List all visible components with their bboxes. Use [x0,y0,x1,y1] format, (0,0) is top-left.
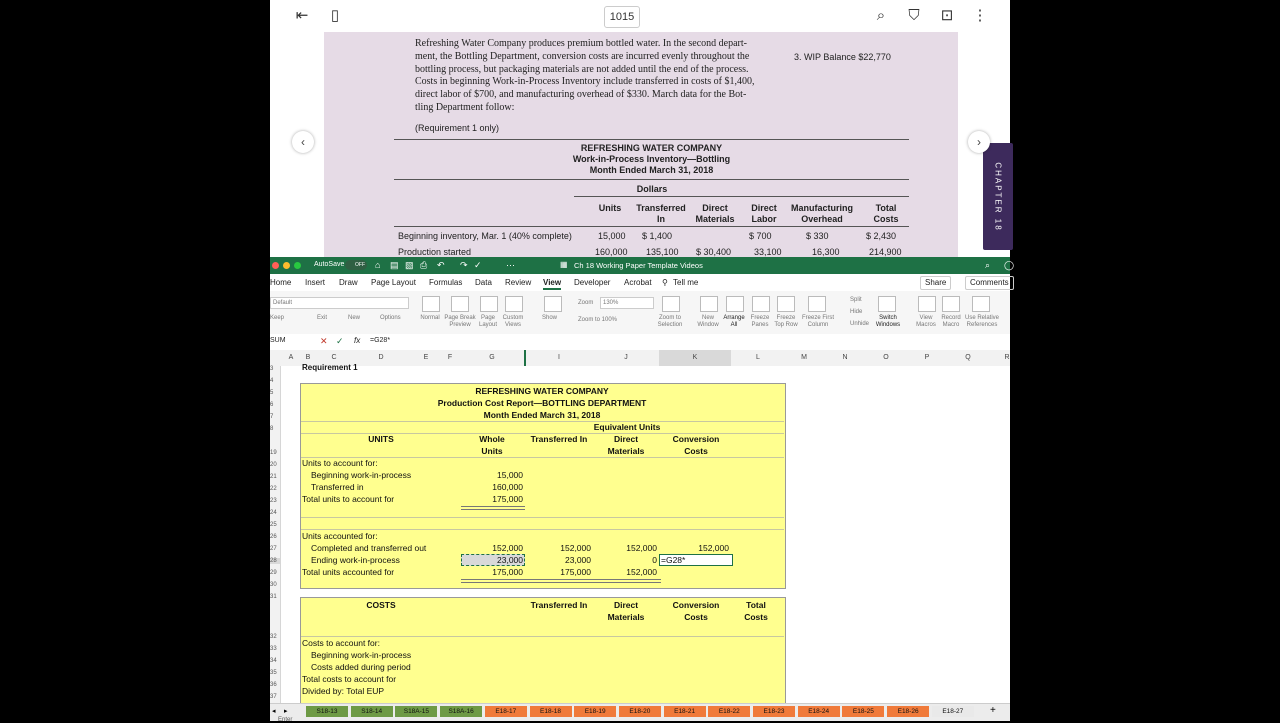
total-units-accounted-whole[interactable]: 175,000 [492,567,523,577]
pdf-cell: $ 330 [806,231,829,241]
row-header[interactable]: 3 [270,366,274,372]
more-icon[interactable]: ⋮ [972,7,988,24]
tab-acrobat[interactable]: Acrobat [624,278,652,287]
row-header[interactable]: 8 [270,426,274,432]
pdf-cell: 15,000 [598,231,626,241]
normal-view-icon[interactable] [422,296,440,312]
transferred-in-whole[interactable]: 160,000 [492,482,523,492]
completed-label: Completed and transferred out [311,543,427,553]
status-mode: Enter [278,717,293,723]
sheet-tab[interactable]: E18-23 [753,706,795,717]
undo-icon[interactable]: ↶ [437,260,445,270]
cancel-icon[interactable]: ✕ [320,336,328,346]
requirement-note: (Requirement 1 only) [415,123,500,133]
row-header-selected[interactable]: 28 [270,558,280,564]
pdf-row-label: Production started [398,247,472,257]
keep-button[interactable]: Keep [270,315,285,321]
share-label: Share [925,278,947,287]
report-period: Month Ended March 31, 2018 [483,410,601,420]
home-icon[interactable]: ⌂ [375,260,381,270]
pdf-cell: $ 2,430 [866,231,897,241]
exit-icon[interactable]: ⇤ [295,7,309,24]
cost-conversion-header: Costs [684,612,708,622]
viewer-toolbar [270,0,1010,33]
double-underline [461,579,661,583]
ending-wip-whole[interactable]: 23,000 [497,555,523,565]
tell-me-lightbulb-icon: ⚲ [662,278,668,287]
sheet-view-value: Default [273,300,293,306]
whole-units-header: Whole [479,434,505,444]
tab-data[interactable]: Data [475,278,492,287]
units-to-account-label: Units to account for: [302,458,378,468]
direct-materials-header: Materials [607,446,645,456]
column-header[interactable]: B [305,354,311,361]
options-button[interactable]: Options [380,315,401,321]
autosave-label: AutoSave [314,261,345,268]
report-title: Production Cost Report—BOTTLING DEPARTMENT [437,398,647,408]
column-header[interactable]: A [288,354,294,361]
ending-wip-transferred-in[interactable]: 23,000 [565,555,591,565]
row-header[interactable]: 7 [270,414,274,420]
ribbon [270,291,1010,335]
pdf-cell: $ 30,400 [696,247,732,257]
freeze-first-column-icon[interactable] [808,296,826,312]
problem-text [415,38,770,115]
divided-by-eup-label: Divided by: Total EUP [302,686,385,696]
column-header[interactable]: J [624,354,628,361]
problem-line: direct labor of $700, and manufacturing overhead of $330. March data for the Bot- [415,89,747,101]
ribbon-tabs [270,274,1010,291]
save-as-icon[interactable]: ▧ [405,260,414,270]
record-macro-label: Record Macro [941,315,961,328]
total-units-accounted-label: Total units accounted for [302,567,395,577]
sheet-tab[interactable]: S18A-15 [395,706,437,717]
direct-materials-header: Direct [613,434,639,444]
view-macros-icon[interactable] [918,296,936,312]
new-window-icon[interactable] [700,296,718,312]
pdf-cell: 33,100 [754,247,782,257]
column-header[interactable]: O [883,354,889,361]
divider [394,179,909,180]
print-icon[interactable]: ⎙ [420,260,428,270]
row-header[interactable]: 5 [270,390,274,396]
cost-direct-materials-header: Materials [607,612,645,622]
enter-icon[interactable]: ✓ [336,336,344,346]
row-header[interactable]: 25 [270,522,277,528]
sheet-tab-bar [270,703,1010,721]
view-macros-label: View Macros [916,315,936,328]
column-header[interactable]: E [423,354,429,361]
row-header[interactable]: 36 [270,682,277,688]
row-header[interactable]: 19 [270,450,277,456]
transferred-in-header: Transferred In [530,434,588,444]
problem-line: ment, the Bottling Department, conversion costs are incurred evenly throughout the [415,50,750,62]
sheet-tab[interactable]: E18-26 [887,706,929,717]
equivalent-units-label: Equivalent Units [593,422,661,432]
next-page-button[interactable]: › [968,131,990,153]
sheet-view-dropdown[interactable] [270,297,409,309]
document-icon: ▦ [560,260,568,269]
app-window [270,0,1015,723]
freeze-top-row-icon[interactable] [777,296,795,312]
zoom-label: Zoom [578,300,594,306]
formula-input[interactable]: =G28* [370,337,391,344]
function-icon[interactable]: fx [354,336,361,345]
completed-direct-materials[interactable]: 152,000 [626,543,657,553]
pdf-cell: 160,000 [595,247,628,257]
pdf-cell: 135,100 [646,247,679,257]
row-header[interactable]: 27 [270,546,277,552]
column-header[interactable]: D [378,354,384,361]
tab-developer[interactable]: Developer [574,278,611,287]
column-header[interactable]: R [1004,354,1010,361]
relative-references-label: Use Relative References [964,315,999,328]
total-costs-header: Costs [744,612,768,622]
row-header[interactable]: 22 [270,486,277,492]
sheet-tab[interactable]: E18-27 [932,706,974,717]
search-icon[interactable]: ⌕ [985,260,991,270]
add-sheet-icon[interactable]: + [990,705,996,716]
row-header[interactable]: 23 [270,498,277,504]
sheet-tab[interactable]: S18-13 [306,706,348,717]
row-header[interactable]: 30 [270,582,277,588]
problem-line: Costs in beginning Work-in-Process Inventory include transferred in costs of $1,400, [415,76,755,88]
col-transferred-in: Transferred In [636,203,686,224]
save-icon[interactable]: ▤ [390,260,399,270]
beginning-wip-costs-label: Beginning work-in-process [311,650,412,660]
zoom-dropdown[interactable] [600,297,654,309]
custom-views-icon[interactable] [505,296,523,312]
grid-line [301,517,784,518]
minimize-window-button[interactable] [283,262,290,269]
divider [394,226,909,227]
freeze-top-row-label: Freeze Top Row [774,315,798,328]
units-accounted-label: Units accounted for: [302,531,378,541]
row-headers [270,366,281,703]
problem-line: bottling process, but packaging materials are not added until the end of the process. [415,63,749,75]
row-header[interactable]: 35 [270,670,277,676]
tab-formulas[interactable]: Formulas [429,278,463,287]
pdf-cell: 16,300 [812,247,840,257]
maximize-window-button[interactable] [294,262,301,269]
autosave-toggle[interactable] [345,260,367,270]
column-header[interactable]: M [801,354,807,361]
row-header[interactable]: 4 [270,378,274,384]
ending-wip-label: Ending work-in-process [311,555,400,565]
pdf-cell: $ 1,400 [642,231,673,241]
sheet-tab[interactable]: S18-14 [351,706,393,717]
scroll-tabs-right-icon[interactable]: ▸ [284,708,288,715]
row-header[interactable]: 6 [270,402,274,408]
cost-conversion-header: Conversion [672,600,720,610]
total-costs-header: Total [746,600,766,610]
cost-direct-materials-header: Direct [613,600,639,610]
chapter-tab[interactable] [983,143,1013,250]
column-headers [270,350,1010,367]
page-layout-label: Page Layout [478,315,497,328]
comments-button[interactable] [965,276,1014,290]
column-header[interactable]: G [489,354,495,361]
beginning-wip-whole[interactable]: 15,000 [497,470,523,480]
pdf-cell: 214,900 [869,247,902,257]
zoom-selection-icon[interactable] [662,296,680,312]
row-header[interactable]: 21 [270,474,277,480]
total-units-to-account-label: Total units to account for [302,494,395,504]
conversion-costs-header: Conversion [672,434,720,444]
row-header[interactable]: 20 [270,462,277,468]
excel-title-bar [270,257,1015,274]
sheet-tab[interactable]: E18-22 [708,706,750,717]
normal-view-label: Normal [420,315,440,321]
pdf-page [324,32,1003,257]
sheet-tab[interactable]: E18-25 [842,706,884,717]
tab-draw[interactable]: Draw [339,278,358,287]
sheet-tab[interactable]: E18-18 [530,706,572,717]
freeze-panes-label: Freeze Panes [750,315,770,328]
find-icon[interactable]: ⊡ [940,7,954,24]
worksheet-grid[interactable] [281,363,1010,703]
scroll-tabs-left-icon[interactable]: ◂ [272,708,276,715]
total-costs-to-account-label: Total costs to account for [302,674,397,684]
tell-me-field[interactable]: Tell me [673,278,699,287]
column-header[interactable]: L [756,354,760,361]
row-header[interactable]: 29 [270,570,277,576]
search-icon[interactable]: ⌕ [876,7,886,24]
whole-units-header: Units [481,446,503,456]
unhide-button[interactable]: Unhide [850,321,870,327]
column-header[interactable]: I [558,354,560,361]
sheet-tab[interactable]: E18-21 [664,706,706,717]
ending-wip-conversion[interactable]: =G28* [661,555,686,565]
autosave-state: OFF [355,262,365,268]
sheet-tab[interactable]: E18-20 [619,706,661,717]
column-header[interactable]: F [447,354,453,361]
report-company: REFRESHING WATER COMPANY [475,386,609,396]
ending-wip-direct-materials[interactable]: 0 [652,555,657,565]
switch-windows-label: Switch Windows [875,315,901,328]
relative-references-icon[interactable] [972,296,990,312]
sheet-tab[interactable]: E18-24 [798,706,840,717]
bookmark-icon[interactable]: ⛉ [908,7,920,24]
column-header[interactable]: P [924,354,930,361]
arrange-all-icon[interactable] [726,296,744,312]
wip-note: 3. WIP Balance $22,770 [794,52,891,62]
row-header[interactable]: 33 [270,646,277,652]
requirement-label: Requirement 1 [302,363,358,372]
page-layout-icon[interactable] [480,296,498,312]
column-header[interactable]: Q [965,354,971,361]
freeze-first-column-label: Freeze First Column [801,315,834,328]
problem-line: Refreshing Water Company produces premium bottled water. In the second depart- [415,38,747,49]
tab-home[interactable]: Home [270,278,292,287]
row-header[interactable]: 34 [270,658,277,664]
beginning-wip-label: Beginning work-in-process [311,470,412,480]
new-window-label: New Window [697,315,719,328]
col-direct-labor: Direct Labor [751,203,777,224]
tab-review[interactable]: Review [505,278,532,287]
row-header[interactable]: 31 [270,594,277,600]
transferred-in-label: Transferred in [311,482,364,492]
row-header[interactable]: 24 [270,510,277,516]
close-window-button[interactable] [272,262,279,269]
exit-button[interactable]: Exit [317,315,328,321]
split-button[interactable]: Split [850,297,862,303]
col-manufacturing-overhead: Manufacturing Overhead [791,203,853,224]
name-box[interactable]: SUM [270,337,286,344]
row-header[interactable]: 26 [270,534,277,540]
col-units: Units [598,203,622,213]
sheet-tab[interactable]: E18-17 [485,706,527,717]
pdf-row-label: Beginning inventory, Mar. 1 (40% complete) [398,231,572,241]
completed-transferred-in[interactable]: 152,000 [560,543,591,553]
freeze-pane-marker [524,350,526,366]
column-header-selected[interactable]: K [659,350,731,366]
previous-page-button[interactable]: ‹ [292,131,314,153]
record-macro-icon[interactable] [942,296,960,312]
page-number-box[interactable]: 1015 [604,6,640,28]
divider [574,196,909,197]
excel-window [270,257,1015,723]
total-units-to-account-whole[interactable]: 175,000 [492,494,523,504]
tab-insert[interactable]: Insert [305,278,326,287]
formula-bar [270,334,1010,351]
show-label: Show [542,315,558,321]
arrange-all-label: Arrange All [723,315,745,328]
zoom-100-button[interactable]: Zoom to 100% [578,317,618,323]
account-icon[interactable]: ◯ [1004,260,1015,270]
show-icon[interactable] [544,296,562,312]
zoom-value: 130% [603,300,619,306]
page-break-preview-icon[interactable] [451,296,469,312]
row-header[interactable]: 37 [270,694,277,700]
share-button[interactable] [920,276,951,290]
cost-transferred-in-header: Transferred In [530,600,588,610]
col-direct-materials: Direct Materials [695,203,735,224]
comments-label: Comments [970,278,1009,287]
pdf-cell: $ 700 [749,231,772,241]
pdf-period: Month Ended March 31, 2018 [589,165,714,175]
hide-button[interactable]: Hide [850,309,863,315]
row-header[interactable]: 32 [270,634,277,640]
total-units-accounted-transferred-in[interactable]: 175,000 [560,567,591,577]
total-units-accounted-direct-materials[interactable]: 152,000 [626,567,657,577]
pdf-report-title: Work-in-Process Inventory—Bottling [572,154,731,164]
zoom-selection-label: Zoom to Selection [657,315,683,328]
dollars-label: Dollars [636,184,668,194]
custom-views-label: Custom Views [502,315,524,328]
chapter-tab-label: CHAPTER 18 [993,161,1003,232]
completed-whole[interactable]: 152,000 [492,543,523,553]
switch-windows-icon[interactable] [878,296,896,312]
divider [394,139,909,140]
conversion-costs-header: Costs [684,446,708,456]
freeze-panes-icon[interactable] [752,296,770,312]
tab-page-layout[interactable]: Page Layout [371,278,416,287]
col-total-costs: Total Costs [873,203,899,224]
double-underline [461,506,525,510]
redo-icon[interactable]: ↷ [460,260,468,270]
more-tools-icon[interactable]: ⋯ [506,260,515,270]
costs-added-label: Costs added during period [311,662,411,672]
pdf-area [270,32,1010,257]
costs-to-account-label: Costs to account for: [302,638,380,648]
units-heading: UNITS [368,434,394,444]
page-break-preview-label: Page Break Preview [444,315,476,328]
window-title: Ch 18 Working Paper Template Videos [574,261,703,270]
problem-line: tling Department follow: [415,101,515,113]
tab-view[interactable]: View [543,278,561,290]
sheet-tab[interactable]: S18A-16 [440,706,482,717]
completed-conversion[interactable]: 152,000 [698,543,729,553]
sidebar-icon[interactable]: ▯ [330,7,340,24]
column-header[interactable]: C [331,354,337,361]
pdf-company: REFRESHING WATER COMPANY [580,143,723,153]
new-button[interactable]: New [348,315,361,321]
column-header[interactable]: N [842,354,848,361]
costs-heading: COSTS [366,600,396,610]
spelling-icon[interactable]: ✓ [474,260,482,270]
sheet-tab[interactable]: E18-19 [574,706,616,717]
